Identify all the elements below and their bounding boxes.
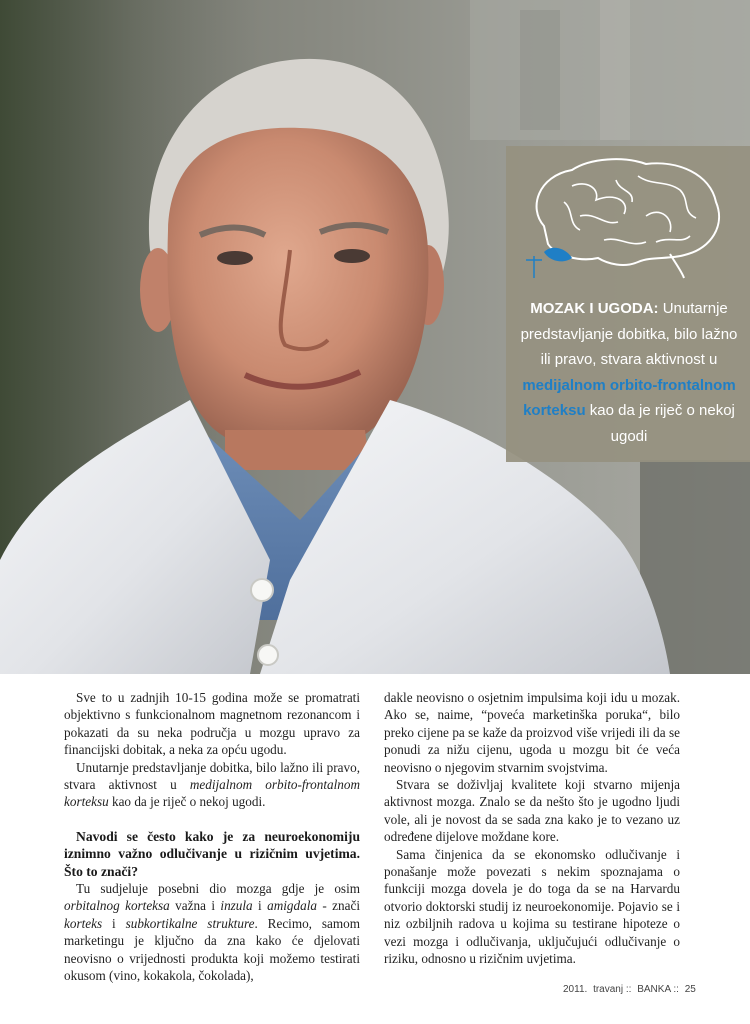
footer-magazine: BANKA :: <box>637 984 679 995</box>
page-footer <box>560 984 696 995</box>
left-p3-em4: korteks <box>64 915 103 931</box>
callout-label: MOZAK I UGODA: <box>530 300 659 317</box>
left-p2-emphasis: medijalnom orbito-frontalnom korteksu <box>64 777 361 810</box>
callout-text-after: kao da je riječ o nekoj ugodi <box>585 402 735 445</box>
callout-highlight: medijalnom orbito-frontalnom korteksu <box>522 376 736 419</box>
left-p3-c: i <box>252 898 268 914</box>
callout-caption <box>516 296 742 449</box>
left-paragraph-2 <box>64 759 360 811</box>
footer-page-number: 25 <box>684 984 696 995</box>
left-p3-f: . Recimo, samom marketingu je ključno da zna kako će djelovati neovisno o vrijednosti produkta koji možemo testirati okusom (vino, kokakola, čokolada), <box>64 915 360 984</box>
left-p3-e: i <box>102 915 126 931</box>
left-paragraph-1: Sve to u zadnjih 10-15 godina može se promatrati objektivno s funkcionalnom magnetnom rezonancom i pokazati da su neka područja u mozgu upravo za financijski dobitak, a neka za opću ugodu. <box>64 690 360 758</box>
right-paragraph-3: Sama činjenica da se ekonomsko odlučivanje i ponašanje može povezati s nekim spoznajama o funkciji mozga dovela je do toga da se na Harvardu otvorio doktorski studij iz neuroekonomije. Pojavio se i niz ozbiljnih radova u kojima su testirane hipoteze o vezi mozga i odlučivanja, uključujući odlučivanje o riziku, odnosno u rizičnim uvjetima. <box>384 846 680 967</box>
brain-icon <box>520 156 730 280</box>
footer-year: 2011. <box>563 984 588 995</box>
left-p2-tail: kao da je riječ o nekoj ugodi. <box>108 794 266 810</box>
brain-callout-box <box>506 146 750 462</box>
left-p3-em3: amigdala <box>267 898 317 914</box>
interview-question: Navodi se često kako je za neuroekonomiju iznimno važno odlučivanje u rizičnim uvjetima. Što to znači? <box>64 828 360 879</box>
article-right-column <box>384 689 680 968</box>
right-paragraph-1: dakle neovisno o osjetnim impulsima koji idu u mozak. Ako se, naime, “poveća marketinška poruka“, bilo preko cijene pa se kaže da proizvod više vrijedi ili da se ponudi za nižu cijenu, ugoda u mozgu bit će veća neovisno o njegovim stvarnim svojstvima. <box>384 690 680 775</box>
left-p3-a: Tu sudjeluje posebni dio mozga gdje je osim <box>76 881 360 897</box>
left-paragraph-3 <box>64 880 360 984</box>
left-p3-em2: inzula <box>220 898 253 914</box>
article-left-column <box>64 689 360 985</box>
right-paragraph-2: Stvara se doživljaj kvalitete koji stvarno mijenja aktivnost mozga. Znalo se da nešto što je ugodno ljudi vole, ali je novost da se sada zna kako je to vezano uz određene dijelove moždane kore. <box>384 777 680 845</box>
left-p2-text: Unutarnje predstavljanje dobitka, bilo lažno ili pravo, stvara aktivnost u <box>64 759 360 793</box>
left-p3-d: - znači <box>316 898 360 914</box>
left-p3-em1: orbitalnog korteksa <box>64 898 170 914</box>
footer-month: travanj :: <box>593 984 632 995</box>
callout-text-before: Unutarnje predstavljanje dobitka, bilo lažno ili pravo, stvara aktivnost u <box>520 300 738 368</box>
left-p3-b: važna i <box>169 898 221 914</box>
left-p3-em5: subkortikalne strukture <box>125 915 255 931</box>
